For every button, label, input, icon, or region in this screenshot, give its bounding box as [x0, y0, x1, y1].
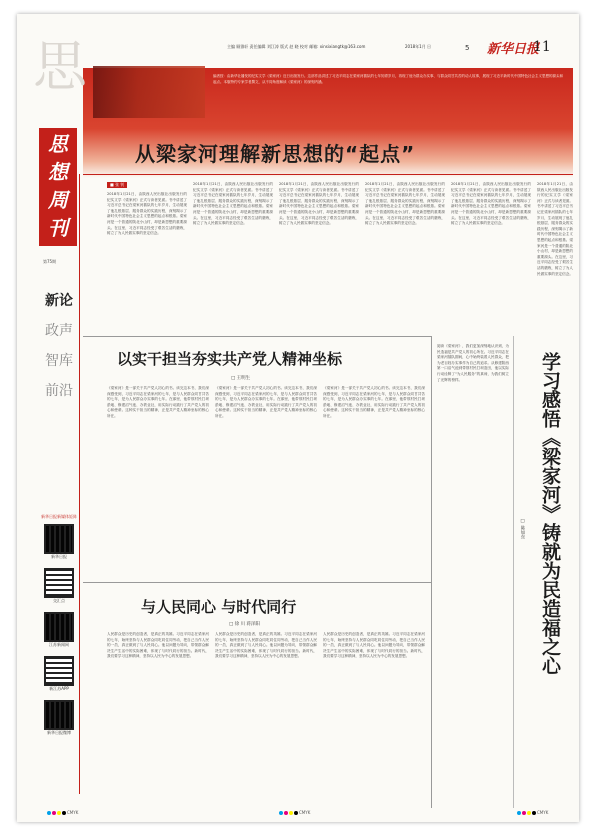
- black-dot: [62, 811, 66, 815]
- newspaper-page: [17, 14, 579, 822]
- vertical-headline[interactable]: 学习感悟《梁家河》铸就为民造福之心: [539, 352, 561, 675]
- rail-divider: [79, 174, 80, 794]
- brand-char: 思: [48, 132, 68, 156]
- qr-item[interactable]: [39, 612, 79, 648]
- article-column: 《梁家河》是一部关于共产党人初心的书。读完这本书，我们深深感受到，习近平同志在梁家河的七年，是与人民群众同甘共苦的七年，是为人民群众办实事的七年。在那里，他带领村民打坝淤地、修建沼气池、办铁业社，用实际行动践行了共产党人的初心和使命。这种实干担当的精神，正是共产党人精神坐标的核心所在。: [107, 386, 209, 418]
- registration-mark: CMYK: [279, 810, 310, 815]
- article-column: 人民群众是历史的创造者，是真正的英雄。习近平同志在梁家河的七年，始终坚持与人民群众同吃同住同劳动，把自己当作人民的一员，真正做到了与人民同心。他以问题为导向，带领群众解决生产生活中的实际困难，体现了与时代同行的担当。新时代，我们要学习这种精神，坚持以人民为中心的发展思想。: [215, 632, 317, 659]
- article-column: 人民群众是历史的创造者，是真正的英雄。习近平同志在梁家河的七年，始终坚持与人民群众同吃同住同劳动，把自己当作人民的一员，真正做到了与人民同心。他以问题为导向，带领群众解决生产生活中的实际困难，体现了与时代同行的担当。新时代，我们要学习这种精神，坚持以人民为中心的发展思想。: [323, 632, 425, 659]
- section-nav: [41, 286, 77, 406]
- nav-item-zhiku[interactable]: 智库: [45, 353, 73, 369]
- cyan-dot: [517, 811, 521, 815]
- article-author: □ 陈如东: [520, 519, 525, 539]
- article-column: 《梁家河》是一部关于共产党人初心的书。读完这本书，我们深深感受到，习近平同志在梁家河的七年，是与人民群众同甘共苦的七年，是为人民群众办实事的七年。在那里，他带领村民打坝淤地、修建沼气池、办铁业社，用实际行动践行了共产党人的初心和使命。这种实干担当的精神，正是共产党人精神坐标的核心所在。: [323, 386, 425, 418]
- qr-code-icon: [44, 568, 74, 598]
- qr-code-icon: [44, 700, 74, 730]
- article-column: 阅读《梁家河》，我们更加深刻地认识到，为民造福是共产党人的初心所在。习近平同志在梁家河插队期间，心中始终装着人民群众，把为老百姓办实事作为自己的追求。从修建陕西第一口沼气池到带领村民打坝造田，他以实际行动诠释了“为人民服务”的真谛，为我们树立了光辉的榜样。: [437, 344, 509, 382]
- editor-note: 编者按：由新华社播发的纪实文学《梁家河》近日出版发行。这部作品讲述了习近平同志在梁家河插队的七年知青岁月，再现了他为群众办实事、与群众同甘共苦的动人故事，展现了习近平新时代中国特色社会主义思想的源头和起点。本版特约专家学者撰文，从不同角度解读《梁家河》的深刻内涵。: [213, 74, 563, 84]
- divider: [83, 582, 431, 583]
- qr-label: 新江苏APP: [49, 686, 69, 691]
- article-author: □ 徐 川 蒋泽阳: [229, 622, 261, 627]
- qr-label: 新华日报: [51, 554, 67, 559]
- nav-item-xinlun[interactable]: 新论: [45, 293, 73, 309]
- qr-code-icon: [44, 656, 74, 686]
- page-date: 2018年1月 日: [405, 44, 431, 49]
- article-author: □ 王明生: [231, 376, 251, 381]
- cyan-dot: [279, 811, 283, 815]
- yellow-dot: [57, 811, 61, 815]
- qr-item[interactable]: [39, 700, 79, 736]
- column-divider: [513, 336, 514, 808]
- masthead-logo: 新华日报: [487, 42, 540, 57]
- lead-byline: ■ 张 钊: [107, 182, 127, 188]
- lead-headline[interactable]: 从梁家河理解新思想的“起点”: [135, 142, 416, 166]
- qr-code-list: [39, 514, 79, 744]
- registration-mark: CMYK: [47, 810, 78, 815]
- divider: [83, 336, 431, 337]
- article-column: 《梁家河》是一部关于共产党人初心的书。读完这本书，我们深深感受到，习近平同志在梁家河的七年，是与人民群众同甘共苦的七年，是为人民群众办实事的七年。在那里，他带领村民打坝淤地、修建沼气池、办铁业社，用实际行动践行了共产党人的初心和使命。这种实干担当的精神，正是共产党人精神坐标的核心所在。: [215, 386, 317, 418]
- editor-line: 主编 顾雏轩 责任编辑 刘江涛 版式 赵 晓 校对 邮箱: xinsixiangtk@163.com: [227, 44, 366, 49]
- lead-column-5: 2018年1月21日，由陕西人民出版社出版发行的纪实文学《梁家河》正式与读者见面。书中讲述了习近平总书记在梁家河插队的七年岁月，生动展现了他扎根基层、服务群众的实践历程，深刻揭示了新时代中国特色社会主义思想的起点和根基。梁家河是一个普通的陕北小山村，却是新思想的重要源头。在这里，习近平同志经受了艰苦生活的磨炼，树立了为人民做实事的坚定信念。: [451, 182, 531, 226]
- brand-box: [39, 128, 77, 246]
- decorative-big-char: 思: [33, 35, 87, 98]
- article-column: 人民群众是历史的创造者，是真正的英雄。习近平同志在梁家河的七年，始终坚持与人民群众同吃同住同劳动，把自己当作人民的一员，真正做到了与人民同心。他以问题为导向，带领群众解决生产生活中的实际困难，体现了与时代同行的担当。新时代，我们要学习这种精神，坚持以人民为中心的发展思想。: [107, 632, 209, 659]
- magenta-dot: [522, 811, 526, 815]
- magenta-dot: [52, 811, 56, 815]
- page-number: 11: [533, 39, 551, 55]
- qr-header: 新华日报新媒体矩阵: [41, 514, 77, 519]
- nav-item-zhengsheng[interactable]: 政声: [45, 323, 73, 339]
- lead-column-2: 2018年1月21日，由陕西人民出版社出版发行的纪实文学《梁家河》正式与读者见面。书中讲述了习近平总书记在梁家河插队的七年岁月，生动展现了他扎根基层、服务群众的实践历程，深刻揭示了新时代中国特色社会主义思想的起点和根基。梁家河是一个普通的陕北小山村，却是新思想的重要源头。在这里，习近平同志经受了艰苦生活的磨炼，树立了为人民做实事的坚定信念。: [193, 182, 273, 226]
- qr-label: 交汇点: [53, 598, 65, 603]
- lead-column-3: 2018年1月21日，由陕西人民出版社出版发行的纪实文学《梁家河》正式与读者见面。书中讲述了习近平总书记在梁家河插队的七年岁月，生动展现了他扎根基层、服务群众的实践历程，深刻揭示了新时代中国特色社会主义思想的起点和根基。梁家河是一个普通的陕北小山村，却是新思想的重要源头。在这里，习近平同志经受了艰苦生活的磨炼，树立了为人民做实事的坚定信念。: [279, 182, 359, 226]
- header-photo: [93, 66, 205, 118]
- qr-label: 新华日报微博: [47, 730, 71, 735]
- section-index: 5: [465, 44, 470, 52]
- lead-column-4: 2018年1月21日，由陕西人民出版社出版发行的纪实文学《梁家河》正式与读者见面。书中讲述了习近平总书记在梁家河插队的七年岁月，生动展现了他扎根基层、服务群众的实践历程，深刻揭示了新时代中国特色社会主义思想的起点和根基。梁家河是一个普通的陕北小山村，却是新思想的重要源头。在这里，习近平同志经受了艰苦生活的磨炼，树立了为人民做实事的坚定信念。: [365, 182, 445, 226]
- qr-item[interactable]: [39, 568, 79, 604]
- yellow-dot: [527, 811, 531, 815]
- qr-item[interactable]: [39, 656, 79, 692]
- lead-column-6: 2018年1月21日，由陕西人民出版社出版发行的纪实文学《梁家河》正式与读者见面。书中讲述了习近平总书记在梁家河插队的七年岁月，生动展现了他扎根基层、服务群众的实践历程，深刻揭示了新时代中国特色社会主义思想的起点和根基。梁家河是一个普通的陕北小山村，却是新思想的重要源头。在这里，习近平同志经受了艰苦生活的磨炼，树立了为人民做实事的坚定信念。: [537, 182, 573, 276]
- qr-item[interactable]: [39, 524, 79, 560]
- cyan-dot: [47, 811, 51, 815]
- brand-char: 想: [48, 160, 68, 184]
- divider: [83, 174, 573, 175]
- brand-char: 刊: [48, 216, 68, 240]
- yellow-dot: [289, 811, 293, 815]
- black-dot: [532, 811, 536, 815]
- qr-code-icon: [44, 524, 74, 554]
- qr-code-icon: [44, 612, 74, 642]
- lead-column-1: 2018年1月21日，由陕西人民出版社出版发行的纪实文学《梁家河》正式与读者见面。书中讲述了习近平总书记在梁家河插队的七年岁月，生动展现了他扎根基层、服务群众的实践历程，深刻揭示了新时代中国特色社会主义思想的起点和根基。梁家河是一个普通的陕北小山村，却是新思想的重要源头。在这里，习近平同志经受了艰苦生活的磨炼，树立了为人民做实事的坚定信念。: [107, 192, 187, 236]
- nav-item-qianyan[interactable]: 前沿: [45, 383, 73, 399]
- article-headline[interactable]: 与人民同心 与时代同行: [141, 598, 297, 616]
- brand-char: 周: [48, 188, 68, 212]
- column-divider: [431, 336, 432, 808]
- registration-mark: CMYK: [517, 810, 548, 815]
- magenta-dot: [284, 811, 288, 815]
- qr-label: 江苏新闻网: [49, 642, 69, 647]
- article-headline[interactable]: 以实干担当夯实共产党人精神坐标: [117, 350, 343, 368]
- issue-number: 第75期: [43, 259, 57, 264]
- black-dot: [294, 811, 298, 815]
